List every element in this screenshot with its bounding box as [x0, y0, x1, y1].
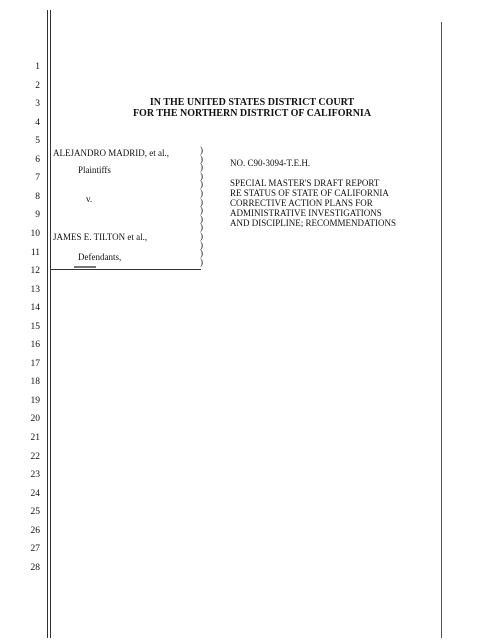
- line-number: 1: [35, 62, 40, 72]
- line-number: 25: [30, 507, 40, 518]
- line-number: 9: [35, 210, 40, 221]
- line-number: 28: [30, 562, 40, 573]
- line-number: 7: [35, 173, 40, 184]
- line-number: 18: [30, 377, 40, 388]
- left-margin-rule: [47, 10, 48, 638]
- line-number: 19: [30, 395, 40, 406]
- document-title-line-4: ADMINISTRATIVE INVESTIGATIONS: [230, 208, 382, 218]
- line-number: 26: [30, 525, 40, 536]
- scan-mark: [74, 266, 96, 268]
- caption-box: [51, 145, 201, 270]
- line-number: 24: [30, 488, 40, 499]
- document-title-line-2: RE STATUS OF STATE OF CALIFORNIA: [230, 188, 389, 198]
- defendant-name: JAMES E. TILTON et al.,: [53, 232, 148, 242]
- line-number: 15: [30, 321, 40, 332]
- line-number: 2: [35, 80, 40, 91]
- versus-label: v.: [86, 194, 93, 204]
- line-number: 3: [35, 99, 40, 110]
- line-number: 27: [30, 544, 40, 555]
- document-title-line-3: CORRECTIVE ACTION PLANS FOR: [230, 198, 373, 208]
- line-number: 23: [30, 470, 40, 481]
- line-number: 4: [35, 117, 40, 128]
- caption-paren-column: ) ) ) ) ) ) ) ) ) ) ) ) ) ): [200, 145, 203, 267]
- document-title-line-5: AND DISCIPLINE; RECOMMENDATIONS: [230, 218, 397, 228]
- line-number: 21: [30, 433, 40, 443]
- line-number: 5: [35, 136, 40, 147]
- line-number: 8: [35, 191, 40, 202]
- court-heading-line-2: FOR THE NORTHERN DISTRICT OF CALIFORNIA: [132, 108, 372, 119]
- line-number: 6: [35, 154, 40, 165]
- line-number: 20: [30, 414, 40, 425]
- plaintiff-name: ALEJANDRO MADRID, et al.,: [53, 148, 169, 158]
- left-margin-rule-inner: [50, 10, 51, 638]
- line-number: 22: [30, 451, 40, 462]
- line-number: 11: [30, 247, 40, 258]
- document-title-line-1: SPECIAL MASTER'S DRAFT REPORT: [230, 178, 380, 188]
- plaintiff-role: Plaintiffs: [78, 165, 111, 175]
- court-heading-line-1: IN THE UNITED STATES DISTRICT COURT: [149, 97, 355, 108]
- line-number: 16: [30, 340, 40, 351]
- line-number: 10: [30, 229, 40, 239]
- line-number: 12: [30, 266, 40, 277]
- line-number: 14: [30, 303, 40, 314]
- line-number: 17: [30, 358, 40, 369]
- line-number: 13: [30, 284, 40, 295]
- defendant-role: Defendants,: [78, 252, 122, 262]
- right-margin-rule: [441, 22, 442, 638]
- case-number: NO. C90-3094-T.E.H.: [230, 158, 311, 168]
